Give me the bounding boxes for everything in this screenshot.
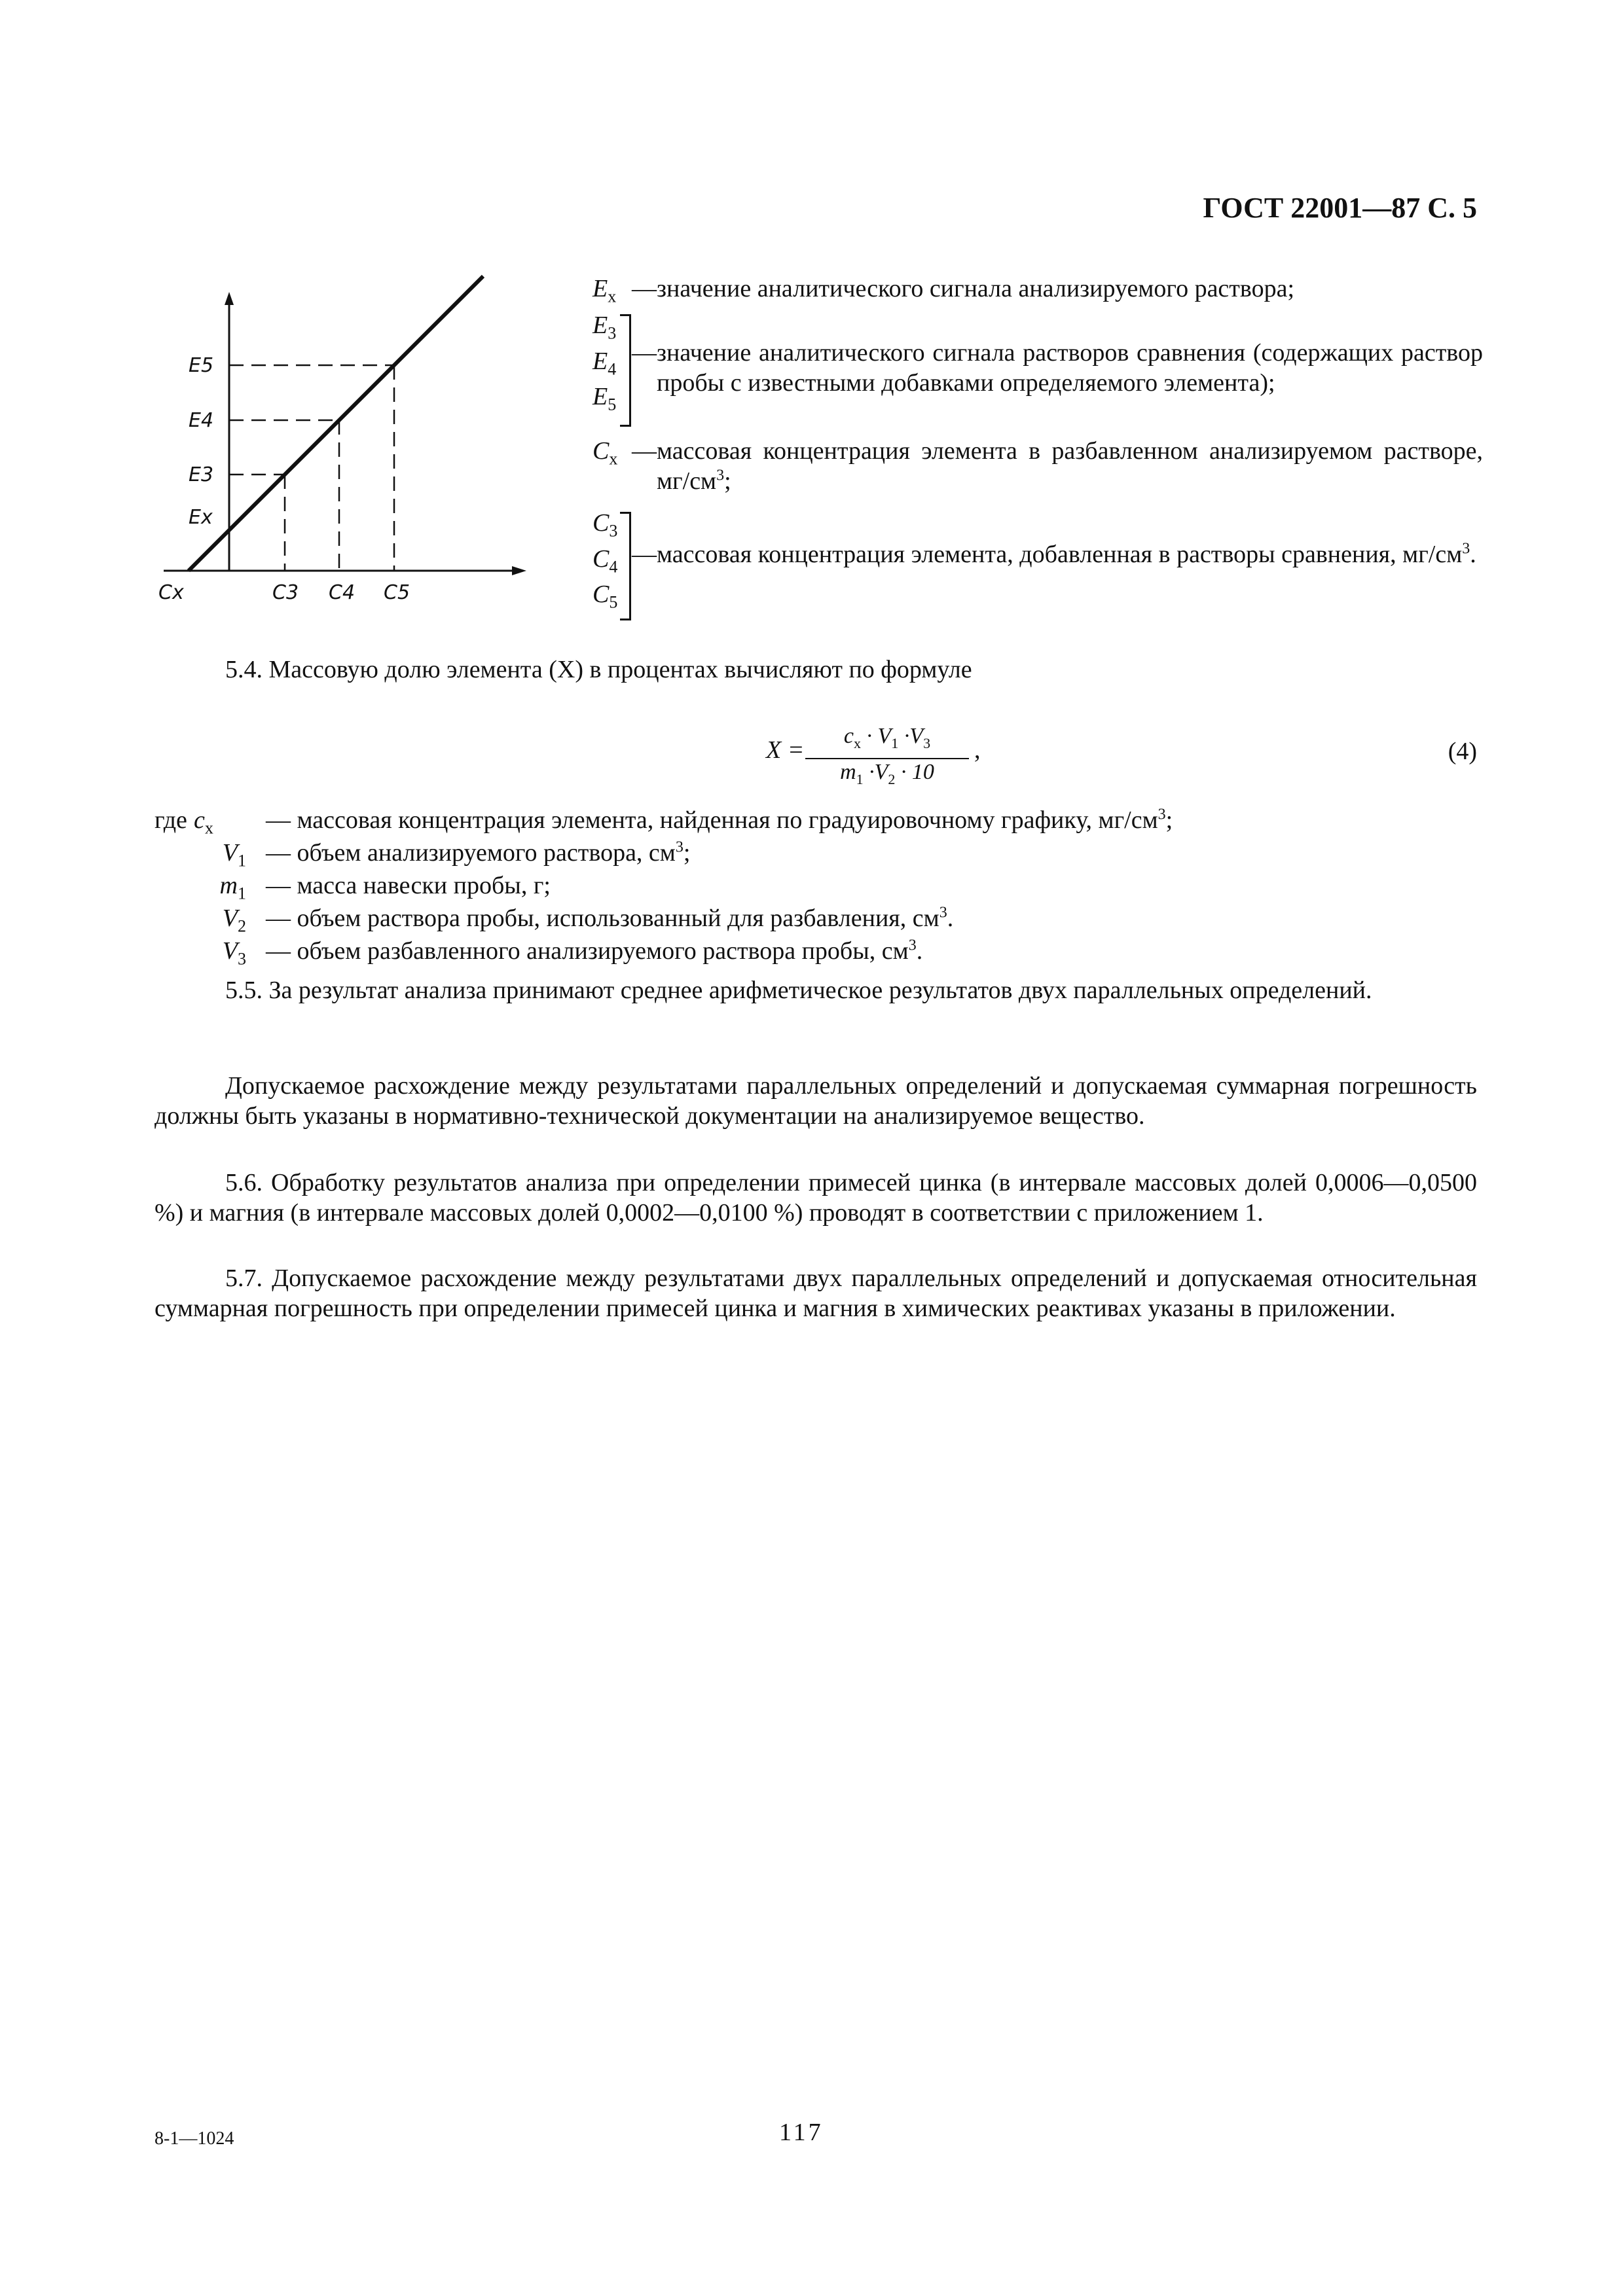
page-number: 117 [779,2119,824,2146]
legend-cx: $C_x$ — массовая концентрация элемента в разбавленном анализируемом растворе, $мг/см^3$; [593,437,1483,495]
legend-ex-symbol: $E_x$ [593,275,617,306]
page-header: ГОСТ 22001—87 С. 5 [1203,192,1477,224]
legend-e345: $E_3$ $E_4$ $E_5$ — значение аналитического сигнала растворов сравнения (содержащих раствор пробы с известными добавками определяемого элемента); [573,312,1483,428]
footer-code: 8-1—1024 [155,2128,234,2149]
formula-numerator: $c_x \cdot V_1 \cdot V_3$ [805,723,969,759]
formula-4: X = $\frac{c_x \cdot V_1 \cdot V_3}{m_1 \cdot V_2 \cdot 10}$ , [766,723,1002,782]
legend-ex-text: значение аналитического сигнала анализируемого раствора; [657,275,1295,302]
formula-definitions [155,805,1484,969]
y-axis-arrow [225,292,234,305]
definition-row: $V_1$ — объем анализируемого раствора, $см^3$; [222,838,691,870]
definitions-lead: где [155,806,187,834]
calibration-graph [144,268,550,622]
label-c3: C3 [272,581,299,604]
graph-svg [144,268,550,622]
definition-row: $V_3$ — объем разбавленного анализируемого раствора пробы, $см^3$. [222,937,923,969]
label-e5: E5 [189,354,214,377]
legend-c345: $C_3$ $C_4$ $C_5$ — массовая концентрация элемента, добавленная в растворы сравнения, $мг/см^3$. [573,509,1483,620]
legend-c345-brace [620,512,631,620]
label-e4: E4 [189,409,214,432]
definition-row: $m_1$ — масса навески пробы, г; [219,872,551,903]
label-cx: Cx [158,581,184,604]
legend-cx-symbol: $C_x$ [593,437,618,469]
legend-c345-symbols: $C_3$ $C_4$ $C_5$ [593,509,618,612]
legend-c345-text: массовая концентрация элемента, добавленная в растворы сравнения, мг/см [657,541,1463,568]
x-axis-arrow [512,566,526,575]
section-5-4: 5.4. Массовую долю элемента (X) в процентах вычисляют по формуле [225,656,972,683]
legend-e345-symbols: $E_3$ $E_4$ $E_5$ [593,312,617,414]
equation-number: (4) [1448,738,1477,765]
label-c4: C4 [329,581,356,604]
legend-e345-brace [620,314,631,427]
formula-fraction [805,723,969,793]
legend-cx-text: массовая концентрация элемента в разбавленном анализируемом растворе, мг/см [657,437,1483,495]
section-5-7: 5.7. Допускаемое расхождение между результатами двух параллельных определений и допускаемая относительная суммарная погрешность при определении примесей цинка и магния в химических реактивах указаны в приложении. [155,1265,1477,1322]
formula-lhs: X = [766,736,805,764]
graph-legend [573,274,1483,628]
definition-row: где $c_x$ — массовая концентрация элемента, найденная по градуировочному графику, $мг/см^3$; [155,806,1173,838]
label-e3: E3 [189,463,214,486]
label-ex: Ex [189,506,213,529]
section-5-5-tolerance: Допускаемое расхождение между результатами параллельных определений и допускаемая суммарная погрешность должны быть указаны в нормативно-технической документации на анализируемое вещество. [155,1072,1477,1130]
legend-e345-text: значение аналитического сигнала растворов сравнения (содержащих раствор пробы с известными добавками определяемого элемента); [657,339,1483,397]
label-c5: C5 [384,581,410,604]
section-5-6: 5.6. Обработку результатов анализа при определении примесей цинка (в интервале массовых долей 0,0006—0,0500 %) и магния (в интервале массовых долей 0,0002—0,0100 %) проводят в соответствии с приложением 1. [155,1169,1477,1227]
section-5-5: 5.5. За результат анализа принимают среднее арифметическое результатов двух параллельных определений. [225,977,1372,1004]
legend-ex: $E_x$ — значение аналитического сигнала анализируемого раствора; [573,274,1483,304]
formula-denominator: $m_1 \cdot V_2 \cdot 10$ [840,759,934,787]
calibration-line [189,276,483,571]
definition-row: $V_2$ — объем раствора пробы, использованный для разбавления, $см^3$. [222,904,954,936]
